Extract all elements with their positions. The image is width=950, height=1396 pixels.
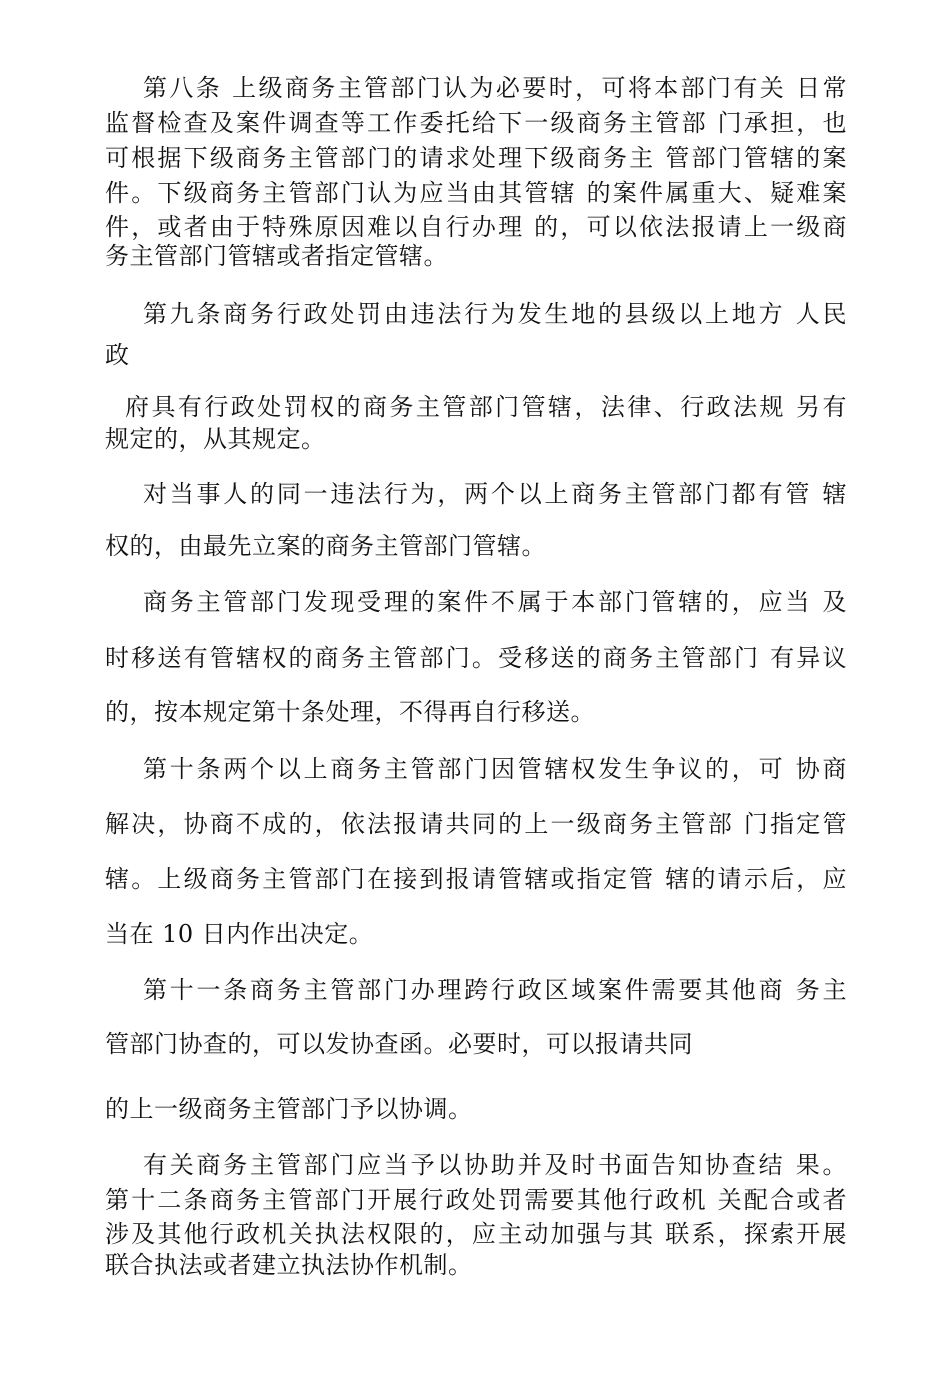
text-line: 的上一级商务主管部门予以协调。 [105, 1095, 473, 1123]
text-line: 有关商务主管部门应当予以协助并及时书面告知协查结 果。 [143, 1151, 847, 1179]
text-line: 商务主管部门发现受理的案件不属于本部门管辖的，应当 及 [143, 588, 847, 616]
text-line: 第十二条商务主管部门开展行政处罚需要其他行政机 关配合或者 [105, 1186, 847, 1214]
text-line: 第十一条商务主管部门办理跨行政区域案件需要其他商 务主 [143, 976, 847, 1004]
text-line: 监督检查及案件调查等工作委托给下一级商务主管部 门承担，也 [105, 109, 847, 137]
text-line: 辖。上级商务主管部门在接到报请管辖或指定管 辖的请示后，应 [105, 865, 847, 893]
text-line: 政 [105, 341, 130, 369]
text-line: 解决，协商不成的，依法报请共同的上一级商务主管部 门指定管 [105, 810, 847, 838]
text-line: 可根据下级商务主管部门的请求处理下级商务主 管部门管辖的案 [105, 144, 847, 172]
text-line: 第八条 上级商务主管部门认为必要时，可将本部门有关 日常 [143, 74, 847, 102]
text-line: 府具有行政处罚权的商务主管部门管辖，法律、行政法规 另有 [125, 393, 847, 421]
text-line: 管部门协查的，可以发协查函。必要时，可以报请共同 [105, 1030, 693, 1058]
text-line: 当在 10 日内作出决定。 [105, 920, 374, 948]
text-line: 第九条商务行政处罚由违法行为发生地的县级以上地方 人民 [143, 300, 847, 328]
text-line: 务主管部门管辖或者指定管辖。 [105, 242, 448, 270]
text-line: 件，或者由于特殊原因难以自行办理 的，可以依法报请上一级商 [105, 213, 847, 241]
text-line: 的，按本规定第十条处理，不得再自行移送。 [105, 698, 595, 726]
text-line: 联合执法或者建立执法协作机制。 [105, 1251, 473, 1279]
text-line: 件。下级商务主管部门认为应当由其管辖 的案件属重大、疑难案 [105, 179, 847, 207]
text-line: 涉及其他行政机关执法权限的，应主动加强与其 联系，探索开展 [105, 1220, 847, 1248]
text-line: 权的，由最先立案的商务主管部门管辖。 [105, 532, 546, 560]
text-line: 规定的，从其规定。 [105, 425, 326, 453]
text-line: 第十条两个以上商务主管部门因管辖权发生争议的，可 协商 [143, 755, 847, 783]
text-line: 对当事人的同一违法行为，两个以上商务主管部门都有管 辖 [143, 480, 847, 508]
text-line: 时移送有管辖权的商务主管部门。受移送的商务主管部门 有异议 [105, 644, 847, 672]
